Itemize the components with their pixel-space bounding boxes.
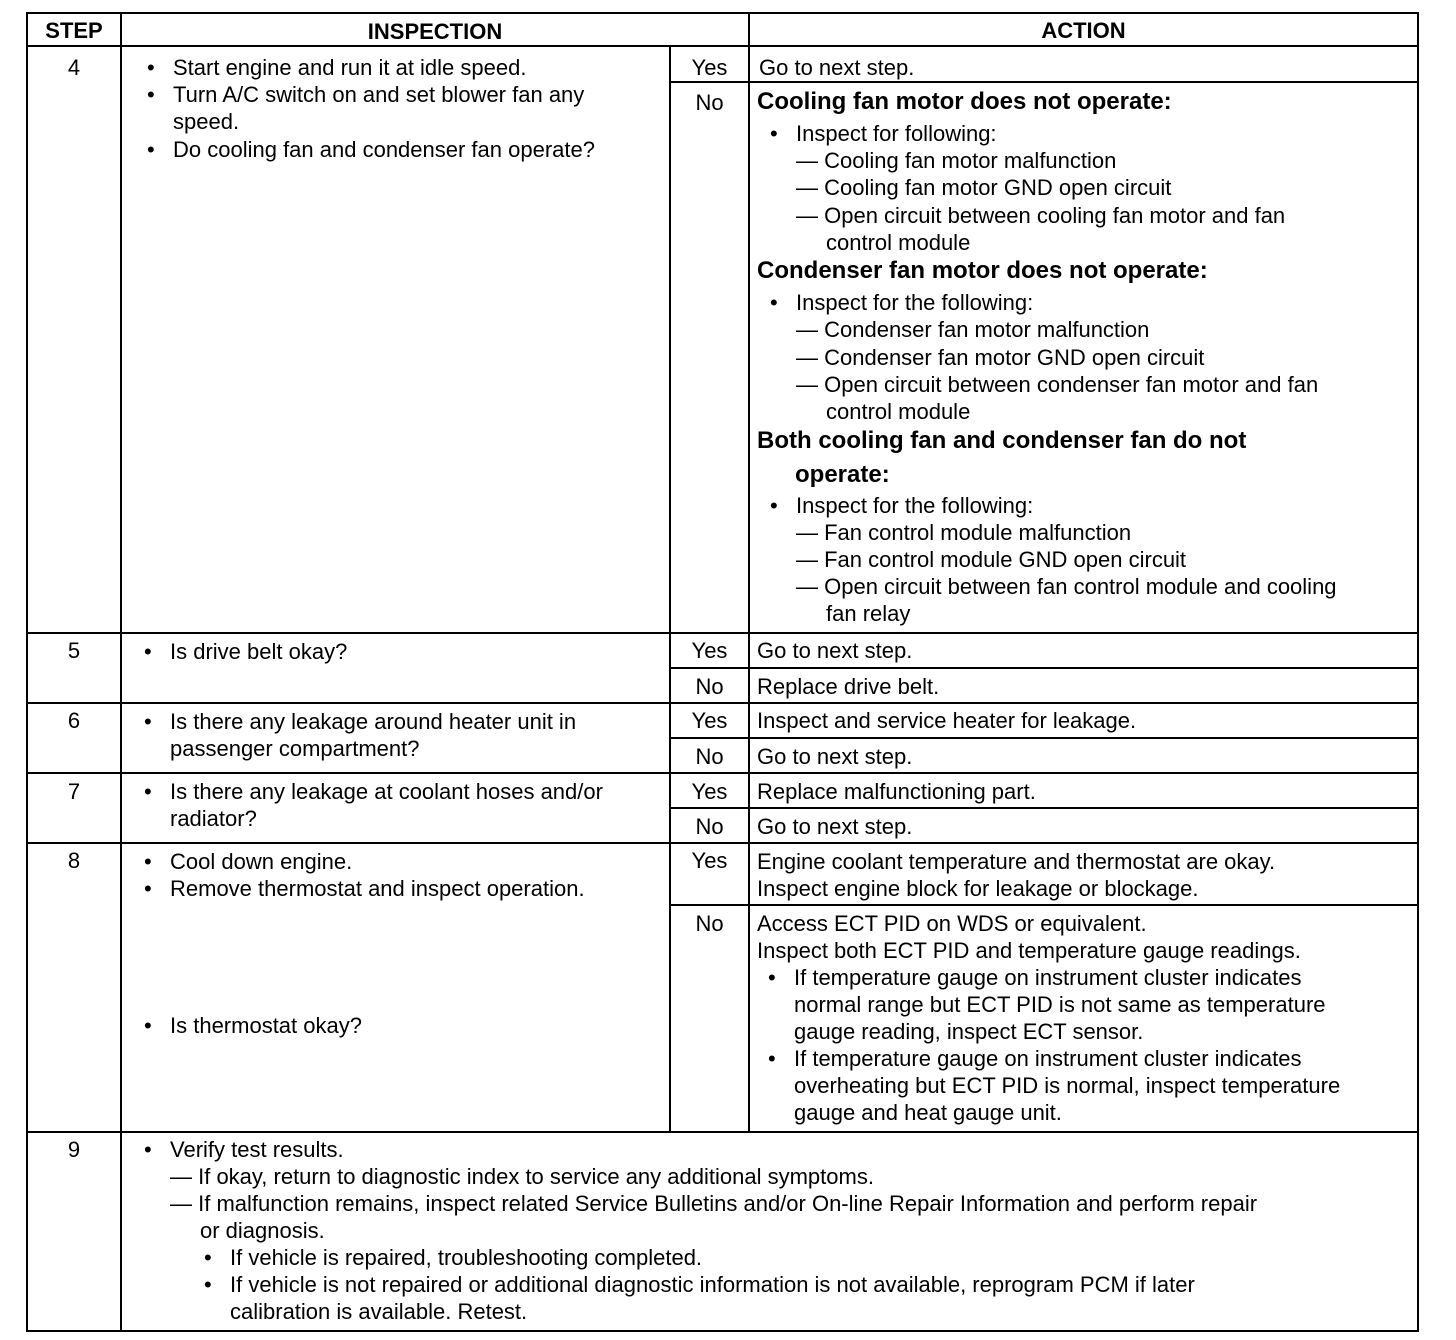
step-number: 7	[67, 779, 81, 804]
yes-label: Yes	[691, 638, 728, 663]
step-number: 9	[67, 1137, 81, 1162]
rule	[669, 45, 671, 1131]
yes-label: Yes	[691, 55, 728, 80]
inspection-text: • Start engine and run it at idle speed.	[173, 54, 526, 81]
rule	[669, 667, 1417, 669]
action-text: • If temperature gauge on instrument cluster indicates	[794, 964, 1302, 991]
inspection-text: • Is there any leakage around heater unit in	[170, 708, 576, 735]
action-text: Go to next step.	[757, 744, 913, 769]
action-heading: operate:	[795, 461, 890, 488]
yes-label: Yes	[691, 779, 728, 804]
action-text: • Inspect for following:	[796, 120, 997, 147]
rule	[28, 45, 1417, 47]
action-text: Inspect and service heater for leakage.	[757, 708, 1137, 733]
rule	[28, 772, 1417, 774]
no-label: No	[695, 90, 724, 115]
action-text: Access ECT PID on WDS or equivalent.	[757, 911, 1147, 936]
rule	[669, 807, 1417, 809]
inspection-text: • Turn A/C switch on and set blower fan any	[173, 81, 584, 108]
action-text: Go to next step.	[757, 638, 913, 663]
action-text: • If temperature gauge on instrument cluster indicates	[794, 1045, 1302, 1072]
no-label: No	[695, 911, 724, 936]
no-label: No	[695, 814, 724, 839]
inspection-text: — If malfunction remains, inspect related Service Bulletins and/or On-line Repair Information and perform repair	[170, 1191, 1258, 1216]
inspection-text: or diagnosis.	[200, 1218, 325, 1243]
action-text: • Inspect for the following:	[796, 492, 1033, 519]
rule	[669, 904, 1417, 906]
action-text: control module	[826, 230, 971, 255]
action-heading: Condenser fan motor does not operate:	[757, 257, 1208, 284]
action-text: • Inspect for the following:	[796, 289, 1033, 316]
step-number: 6	[67, 708, 81, 733]
step-number: 8	[67, 848, 81, 873]
action-text: Go to next step.	[759, 55, 915, 80]
rule	[669, 81, 1417, 83]
inspection-text: • Is thermostat okay?	[170, 1012, 362, 1039]
rule	[748, 14, 750, 1131]
action-text: Inspect both ECT PID and temperature gauge readings.	[757, 938, 1301, 963]
no-label: No	[695, 744, 724, 769]
action-text: control module	[826, 399, 971, 424]
inspection-text: passenger compartment?	[170, 736, 420, 761]
action-text: — Cooling fan motor malfunction	[796, 148, 1117, 173]
action-text: — Fan control module malfunction	[796, 520, 1132, 545]
no-label: No	[695, 674, 724, 699]
action-text: — Condenser fan motor malfunction	[796, 317, 1150, 342]
rule	[28, 842, 1417, 844]
action-text: Go to next step.	[757, 814, 913, 839]
inspection-text: — If okay, return to diagnostic index to service any additional symptoms.	[170, 1164, 874, 1189]
inspection-text: • Verify test results.	[170, 1136, 344, 1163]
inspection-text: radiator?	[170, 806, 257, 831]
action-text: Engine coolant temperature and thermostat are okay.	[757, 849, 1276, 874]
yes-label: Yes	[691, 708, 728, 733]
inspection-text: • Is drive belt okay?	[170, 638, 347, 665]
inspection-text: • Remove thermostat and inspect operation.	[170, 875, 585, 902]
inspection-text: • If vehicle is not repaired or additional diagnostic information is not available, reprogram PCM if later	[230, 1271, 1195, 1298]
step-number: 4	[67, 55, 81, 80]
action-text: — Cooling fan motor GND open circuit	[796, 175, 1172, 200]
inspection-text: • Do cooling fan and condenser fan operate?	[173, 136, 595, 163]
rule	[28, 702, 1417, 704]
header-step: STEP	[45, 18, 103, 43]
action-text: — Open circuit between cooling fan motor and fan	[796, 203, 1286, 228]
action-text: Replace malfunctioning part.	[757, 779, 1036, 804]
inspection-text: speed.	[173, 109, 240, 134]
action-text: — Open circuit between condenser fan motor and fan	[796, 372, 1319, 397]
action-text: gauge and heat gauge unit.	[794, 1100, 1062, 1125]
action-text: Inspect engine block for leakage or blockage.	[757, 876, 1199, 901]
action-heading: Both cooling fan and condenser fan do not	[757, 427, 1247, 454]
action-text: normal range but ECT PID is not same as temperature	[794, 992, 1326, 1017]
action-text: fan relay	[826, 601, 911, 626]
step-number: 5	[67, 638, 81, 663]
action-text: — Open circuit between fan control module and cooling	[796, 574, 1337, 599]
action-text: — Fan control module GND open circuit	[796, 547, 1187, 572]
diagnostic-table	[26, 12, 1419, 1332]
rule	[28, 1131, 1417, 1133]
rule	[120, 14, 122, 1330]
yes-label: Yes	[691, 848, 728, 873]
inspection-text: calibration is available. Retest.	[230, 1299, 528, 1324]
inspection-text: • Cool down engine.	[170, 848, 352, 875]
header-inspection: INSPECTION	[367, 19, 503, 44]
action-text: Replace drive belt.	[757, 674, 940, 699]
header-action: ACTION	[1041, 18, 1126, 43]
action-text: — Condenser fan motor GND open circuit	[796, 345, 1205, 370]
rule	[28, 632, 1417, 634]
action-heading: Cooling fan motor does not operate:	[757, 88, 1172, 115]
action-text: gauge reading, inspect ECT sensor.	[794, 1019, 1144, 1044]
inspection-text: • Is there any leakage at coolant hoses and/or	[170, 778, 603, 805]
rule	[669, 737, 1417, 739]
action-text: overheating but ECT PID is normal, inspect temperature	[794, 1073, 1341, 1098]
inspection-text: • If vehicle is repaired, troubleshooting completed.	[230, 1244, 702, 1271]
